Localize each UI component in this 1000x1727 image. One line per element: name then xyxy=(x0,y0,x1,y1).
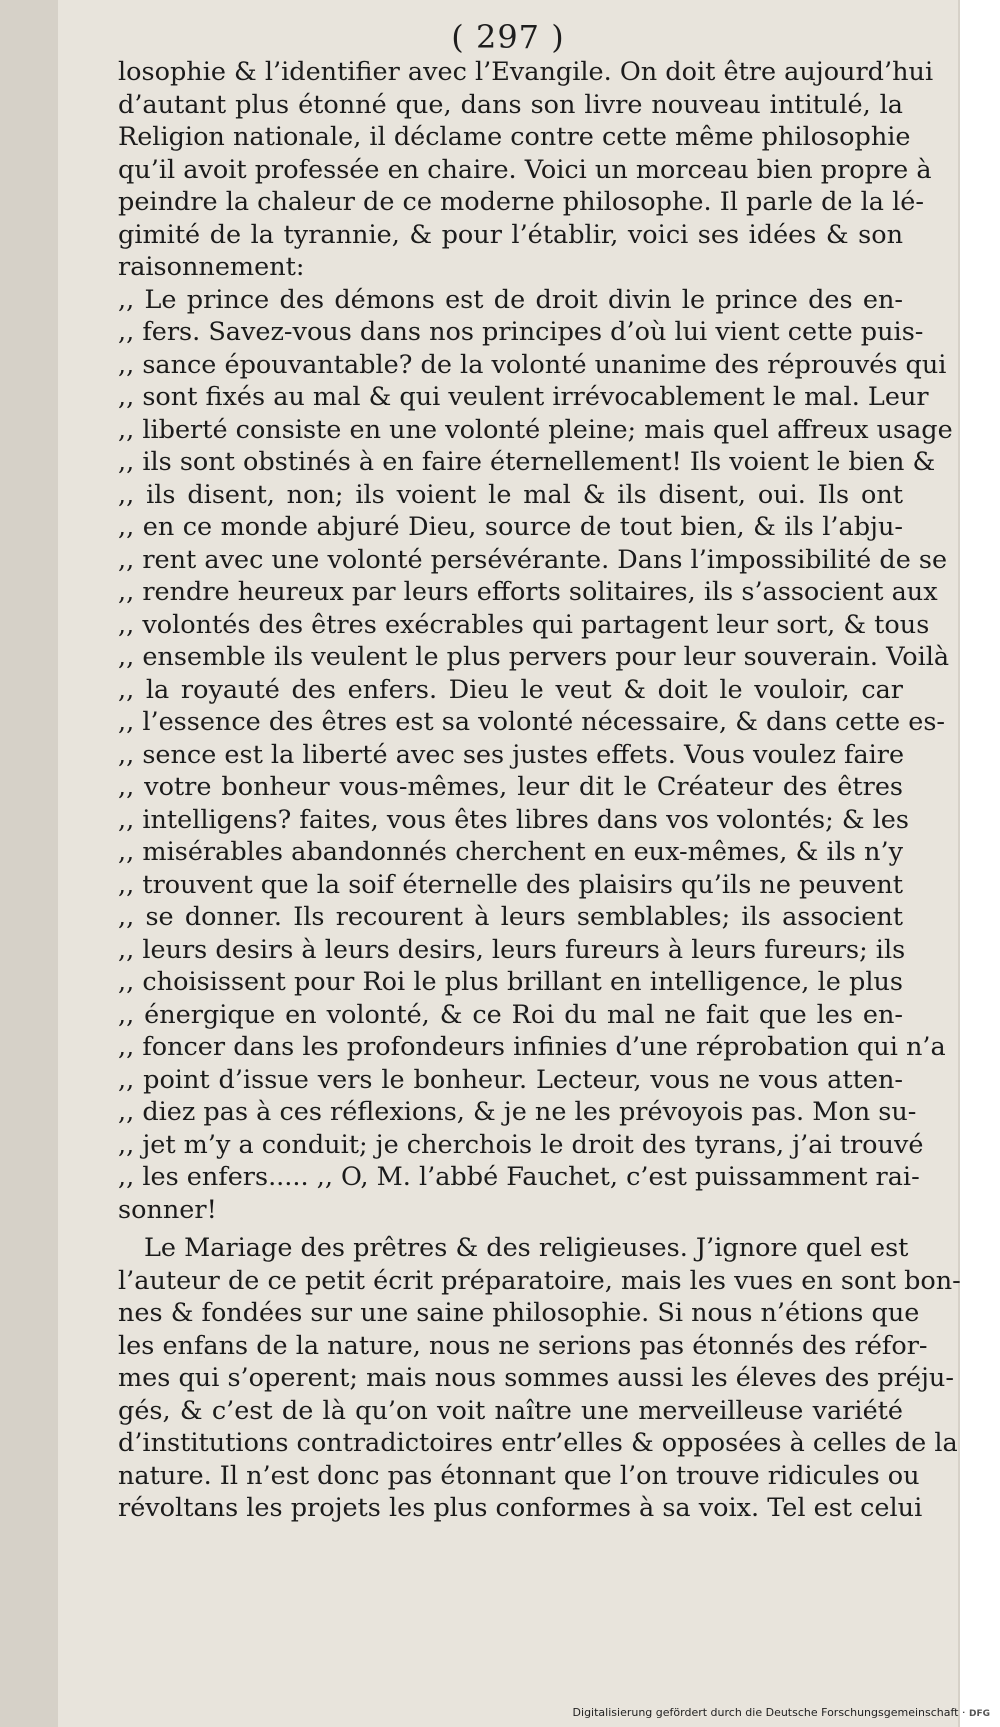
quote-line: ,, en ce monde abjuré Dieu, source de tout bien, & ils l’abju- xyxy=(118,512,903,542)
quote-line: ,, liberté consiste en une volonté pleine; mais quel affreux usage xyxy=(118,414,953,445)
text-line: raisonnement: xyxy=(118,252,305,282)
text-line: mes qui s’operent; mais nous sommes aussi les éleves des préju- xyxy=(118,1363,954,1393)
quote-line: ,, l’essence des êtres est sa volonté nécessaire, & dans cette es- xyxy=(118,707,946,737)
quote-line: ,, trouvent que la soif éternelle des plaisirs qu’ils ne peuvent xyxy=(118,869,904,900)
text-line: qu’il avoit professée en chaire. Voici un morceau bien propre à xyxy=(118,154,932,185)
quote-line: ,, ils disent, non; ils voient le mal & ils disent, oui. Ils ont xyxy=(118,479,903,510)
digitization-credit: Digitalisierung gefördert durch die Deutsche Forschungsgemeinschaft · DFG xyxy=(572,1706,990,1719)
quote-line: ,, volontés des êtres exécrables qui partagent leur sort, & tous xyxy=(118,609,930,640)
quote-line: ,, énergique en volonté, & ce Roi du mal ne fait que les en- xyxy=(118,999,903,1030)
text-line: nes & fondées sur une saine philosophie. Si nous n’étions que xyxy=(118,1298,920,1328)
quote-line: ,, choisissent pour Roi le plus brillant en intelligence, le plus xyxy=(118,967,903,997)
quote-line: ,, rent avec une volonté persévérante. Dans l’impossibilité de se xyxy=(118,544,948,575)
text-line: sonner! xyxy=(118,1194,217,1225)
text-line: d’institutions contradictoires entr’elles & opposées à celles de la xyxy=(118,1428,958,1458)
dfg-logo: DFG xyxy=(968,1709,990,1719)
quote-line: ,, sont fixés au mal & qui veulent irrévocablement le mal. Leur xyxy=(118,382,929,412)
quote-line: ,, point d’issue vers le bonheur. Lecteur, vous ne vous atten- xyxy=(118,1064,903,1095)
quote-line: ,, ensemble ils veulent le plus pervers pour leur souverain. Voilà xyxy=(118,642,950,672)
quote-line: ,, les enfers..... ,, O, M. l’abbé Fauchet, c’est puissamment rai- xyxy=(118,1162,920,1192)
text-line: gimité de la tyrannie, & pour l’établir, voici ses idées & son xyxy=(118,219,903,250)
quote-line: ,, misérables abandonnés cherchent en eux-mêmes, & ils n’y xyxy=(118,837,903,867)
text-line: révoltans les projets les plus conformes à sa voix. Tel est celui xyxy=(118,1493,923,1523)
text-line: l’auteur de ce petit écrit préparatoire, mais les vues en sont bon- xyxy=(118,1265,961,1296)
text-line: Le Mariage des prêtres & des religieuses. J’ignore quel est xyxy=(144,1233,909,1263)
quote-line: ,, intelligens? faites, vous êtes libres dans vos volontés; & les xyxy=(118,804,909,835)
quote-line: ,, Le prince des démons est de droit divin le prince des en- xyxy=(118,284,903,315)
quote-line: ,, jet m’y a conduit; je cherchois le droit des tyrans, j’ai trouvé xyxy=(118,1129,924,1160)
body-text xyxy=(118,56,961,1525)
text-line: losophie & l’identifier avec l’Evangile. On doit être aujourd’hui xyxy=(118,57,934,87)
book-page xyxy=(58,0,961,1727)
page-number: ( 297 ) xyxy=(451,18,565,56)
quote-line: ,, diez pas à ces réflexions, & je ne les prévoyois pas. Mon su- xyxy=(118,1097,917,1127)
text-line: Religion nationale, il déclame contre cette même philosophie xyxy=(118,122,911,152)
quote-line: ,, votre bonheur vous-mêmes, leur dit le Créateur des êtres xyxy=(118,772,903,802)
quote-line: ,, sance épouvantable? de la volonté unanime des réprouvés qui xyxy=(118,349,947,380)
quote-line: ,, se donner. Ils recourent à leurs semblables; ils associent xyxy=(118,902,903,932)
text-line: d’autant plus étonné que, dans son livre nouveau intitulé, la xyxy=(118,89,903,120)
quote-line: ,, fers. Savez-vous dans nos principes d’où lui vient cette puis- xyxy=(118,317,924,347)
quote-line: ,, leurs desirs à leurs desirs, leurs fureurs à leurs fureurs; ils xyxy=(118,934,906,965)
quote-line: ,, la royauté des enfers. Dieu le veut & doit le vouloir, car xyxy=(118,674,903,705)
text-line: les enfans de la nature, nous ne serions pas étonnés des réfor- xyxy=(118,1330,928,1361)
credit-text: Digitalisierung gefördert durch die Deutsche Forschungsgemeinschaft xyxy=(572,1706,959,1719)
text-line: nature. Il n’est donc pas étonnant que l’on trouve ridicules ou xyxy=(118,1460,920,1491)
quote-line: ,, rendre heureux par leurs efforts solitaires, ils s’associent aux xyxy=(118,577,938,607)
text-line: peindre la chaleur de ce moderne philosophe. Il parle de la lé- xyxy=(118,187,924,217)
quote-line: ,, ils sont obstinés à en faire éternellement! Ils voient le bien & xyxy=(118,447,936,477)
text-line: gés, & c’est de là qu’on voit naître une merveilleuse variété xyxy=(118,1395,903,1426)
quote-line: ,, sence est la liberté avec ses justes effets. Vous voulez faire xyxy=(118,739,905,770)
quote-line: ,, foncer dans les profondeurs infinies d’une réprobation qui n’a xyxy=(118,1032,946,1062)
